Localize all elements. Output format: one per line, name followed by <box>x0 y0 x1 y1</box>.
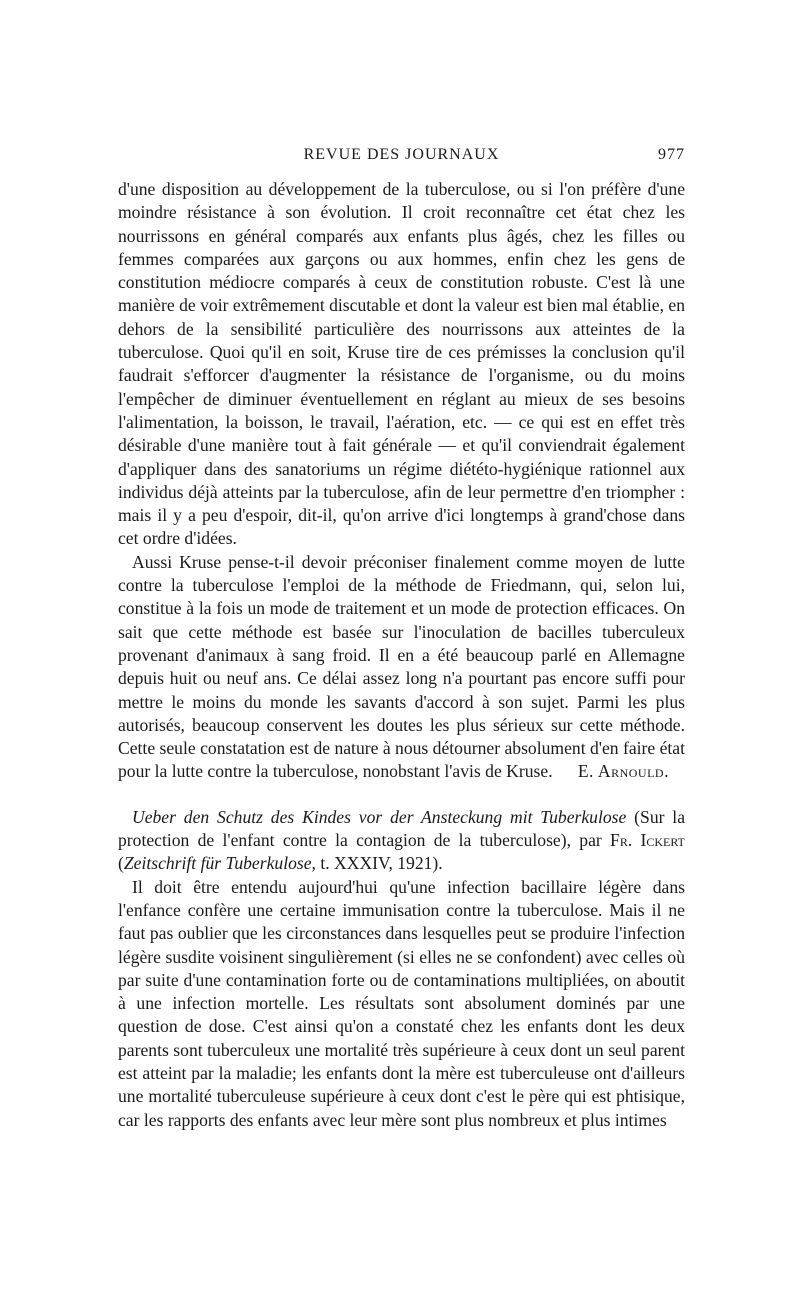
section-gap <box>118 784 685 806</box>
article2-journal: Zeitschrift für Tuberkulose, <box>123 853 316 874</box>
running-title: REVUE DES JOURNAUX <box>303 146 500 163</box>
body-text <box>118 178 685 1132</box>
article1-paragraph2 <box>118 551 685 784</box>
article2-reference: Ueber den Schutz des Kindes vor der Ansteckung mit Tuberkulose (Sur la protection de l'enfant contre la contagion de la tuberculose), par Fr. Ickert (Zeitschrift für Tuberkulose, t. XXXIV, 1921). <box>118 806 686 874</box>
article2-volume: t. XXXIV, 1921). <box>320 853 443 874</box>
article2-author: Fr. Ickert <box>610 830 685 851</box>
article2-translation: (Sur la protection de l'enfant contre la contagion de la tuberculose), par <box>118 806 686 851</box>
author-signature: E. Arnould. <box>577 761 669 782</box>
article2-paragraph1: Il doit être entendu aujourd'hui qu'une infection bacillaire légère dans l'enfance confère une certaine immunisation contre la tuberculose. Mais il ne faut pas oublier que les circonstances dans lesquelles peut se produire l'infection légère susdite voisinent singulièrement (si elles ne se confondent) avec celles où par suite d'une contamination forte ou de contaminations multipliées, on aboutit à une infection mortelle. Les résultats sont absolument dominés par une question de dose. C'est ainsi qu'on a constaté chez les enfants dont les deux parents sont tuberculeux une mortalité très supérieure à ceux dont un seul parent est atteint par la maladie; les enfants dont la mère est tuberculeuse ont d'ailleurs une mortalité tuberculeuse supérieure à ceux dont c'est le père qui est phtisique, car les rapports des enfants avec leur mère sont plus nombreux et plus intimes <box>118 876 685 1130</box>
page-number: 977 <box>658 146 685 163</box>
article2-title: Ueber den Schutz des Kindes vor der Ansteckung mit Tuberkulose <box>132 806 627 827</box>
article1-paragraph2-text: Aussi Kruse pense-t-il devoir préconiser finalement comme moyen de lutte contre la tuberculose l'emploi de la méthode de Friedmann, qui, selon lui, constitue à la fois un mode de traitement et un mode de protection efficaces. On sait que cette méthode est basée sur l'inoculation de bacilles tuberculeux provenant d'animaux à sang froid. Il en a été beaucoup parlé en Allemagne depuis huit ou neuf ans. Ce délai assez long n'a pourtant pas encore suffi pour mettre le moins du monde les savants d'accord à son sujet. Parmi les plus autorisés, beaucoup conservent les doutes les plus sérieux sur cette méthode. Cette seule constatation est de nature à nous détourner absolument d'en faire état pour la lutte contre la tuberculose, nonobstant l'avis de Kruse. <box>118 551 685 782</box>
running-head <box>118 146 685 170</box>
article1-paragraph1: d'une disposition au développement de la tuberculose, ou si l'on préfère d'une moindre résistance à son évolution. Il croit reconnaître cet état chez les nourrissons en général comparés aux enfants plus âgés, chez les filles ou femmes comparées aux garçons ou aux hommes, enfin chez les gens de constitution médiocre comparés à ceux de constitution robuste. C'est là une manière de voir extrêmement discutable et dont la valeur est bien mal établie, en dehors de la sensibilité particulière des nourrissons aux atteintes de la tuberculose. Quoi qu'il en soit, Kruse tire de ces prémisses la conclusion qu'il faudrait s'efforcer d'augmenter la résistance de l'organisme, ou du moins l'empêcher de diminuer éventuellement en réglant au mieux de ses besoins l'alimentation, la boisson, le travail, l'aération, etc. — ce qui est en effet très désirable d'une manière tout à fait générale — et qu'il conviendrait également d'appliquer dans des sanatoriums un régime diététo-hygiénique rationnel aux individus déjà atteints par la tuberculose, afin de leur permettre d'en triompher : mais il y a peu d'espoir, dit-il, qu'on arrive d'ici longtemps à grand'chose dans cet ordre d'idées. <box>118 179 685 549</box>
